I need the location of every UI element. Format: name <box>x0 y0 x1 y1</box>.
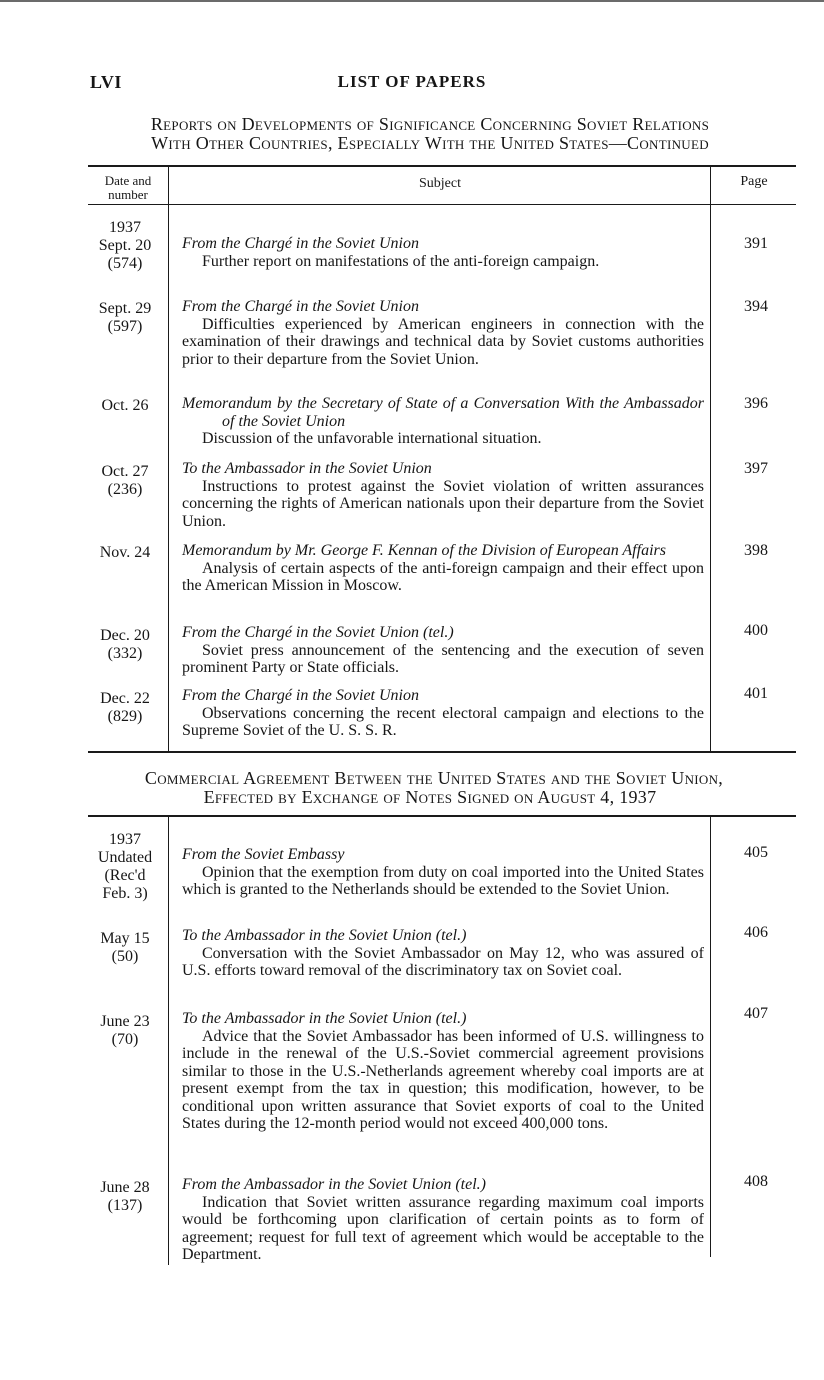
entry-title: To the Ambassador in the Soviet Union (tel.) <box>182 1010 467 1027</box>
entry-page: 405 <box>744 844 768 861</box>
entry-date: May 15 <box>100 930 150 947</box>
entry-description: Discussion of the unfavorable international situation. <box>202 430 542 447</box>
entry-description: Conversation with the Soviet Ambassador on May 12, who was assured of U.S. efforts toward removal of the discriminatory tax on Soviet coal. <box>182 944 704 979</box>
section2-year: 1937 <box>109 831 141 848</box>
entry-description: Soviet press announcement of the sentencing and the execution of seven prominent Party or State officials. <box>182 641 704 676</box>
section2-heading-line2: Effected by Exchange of Notes Signed on August 4, 1937 <box>203 787 657 807</box>
entry-number: (829) <box>107 708 143 725</box>
entry-subject <box>182 1010 704 1133</box>
entry-date: Dec. 22 <box>100 690 150 707</box>
column-header-date-line1: Date and <box>104 173 152 188</box>
entry-date: June 28 <box>100 1179 150 1196</box>
entry-title: From the Chargé in the Soviet Union (tel.) <box>182 624 454 641</box>
entry-number: (597) <box>107 318 143 335</box>
table1-page-divider <box>710 165 711 752</box>
entry-title: From the Ambassador in the Soviet Union (tel.) <box>182 1176 486 1193</box>
entry-subject <box>182 235 704 270</box>
entry-page: 400 <box>744 622 768 639</box>
entry-page: 397 <box>744 460 768 477</box>
table2-date-divider <box>168 815 169 1265</box>
entry-page: 408 <box>744 1173 768 1190</box>
table1-header-rule <box>88 204 796 205</box>
column-header-subject: Subject <box>419 176 461 191</box>
entry-subject <box>182 927 704 980</box>
top-rule <box>0 0 824 2</box>
entry-received-date: Feb. 3) <box>102 885 148 902</box>
entry-page: 406 <box>744 924 768 941</box>
entry-title: To the Ambassador in the Soviet Union (tel.) <box>182 927 467 944</box>
entry-page: 391 <box>744 235 768 252</box>
section2-heading-line1: Commercial Agreement Between the United States and the Soviet Union, <box>144 768 724 788</box>
section1-heading-line2: With Other Countries, Especially With the United States—Continued <box>151 133 709 153</box>
table1-bottom-rule <box>88 751 796 753</box>
running-title: LIST OF PAPERS <box>337 72 487 91</box>
entry-subject <box>182 460 704 530</box>
entry-number: (70) <box>111 1031 139 1048</box>
entry-number: (574) <box>107 255 143 272</box>
entry-date: June 23 <box>100 1013 150 1030</box>
entry-title: From the Chargé in the Soviet Union <box>182 235 419 252</box>
entry-subject <box>182 1176 704 1264</box>
column-header-date-line2: number <box>108 187 148 202</box>
entry-title: To the Ambassador in the Soviet Union <box>182 460 432 477</box>
entry-subject <box>182 298 704 368</box>
entry-number: (50) <box>111 948 139 965</box>
entry-date: Oct. 27 <box>101 463 149 480</box>
entry-description: Analysis of certain aspects of the anti-foreign campaign and their effect upon the American Mission in Moscow. <box>182 559 704 594</box>
entry-date: Nov. 24 <box>99 544 151 561</box>
column-header-date <box>88 174 168 202</box>
entry-number: (236) <box>107 481 143 498</box>
entry-description: Instructions to protest against the Soviet violation of written assurances concerning the rights of American nationals upon their departure from the Soviet Union. <box>182 477 704 530</box>
entry-page: 401 <box>744 685 768 702</box>
column-header-page: Page <box>740 174 768 189</box>
entry-date: Sept. 29 <box>98 300 152 317</box>
entry-description: Indication that Soviet written assurance regarding maximum coal imports would be forthcoming upon clarification of certain points as to form of agreement; request for full text of agreement which would be acceptable to the Department. <box>182 1193 704 1263</box>
table2-page-divider <box>710 815 711 1257</box>
table2-top-rule <box>88 815 796 817</box>
entry-date: Sept. 20 <box>98 237 152 254</box>
entry-title: From the Soviet Embassy <box>182 846 345 863</box>
section1-heading-line1: Reports on Developments of Significance Concerning Soviet Relations <box>150 114 710 134</box>
entry-title: From the Chargé in the Soviet Union <box>182 687 419 704</box>
entry-description: Further report on manifestations of the anti-foreign campaign. <box>202 252 600 270</box>
entry-title: Memorandum by the Secretary of State of a Conversation With the Ambassador of the Soviet Union <box>182 395 704 430</box>
entry-subject <box>182 542 704 595</box>
entry-title: From the Chargé in the Soviet Union <box>182 298 419 315</box>
entry-number: (332) <box>107 645 143 662</box>
entry-page: 398 <box>744 542 768 559</box>
entry-page: 407 <box>744 1005 768 1022</box>
entry-number: (Rec'd <box>104 867 146 884</box>
entry-subject <box>182 395 704 448</box>
entry-subject <box>182 624 704 677</box>
entry-subject <box>182 846 704 899</box>
table1-top-rule <box>88 165 796 167</box>
entry-date: Oct. 26 <box>101 397 149 414</box>
entry-number: (137) <box>107 1197 143 1214</box>
page-number: LVI <box>90 72 122 92</box>
entry-page: 394 <box>744 298 768 315</box>
entry-subject <box>182 687 704 740</box>
entry-description: Advice that the Soviet Ambassador has been informed of U.S. willingness to include in the renewal of the U.S.-Soviet commercial agreement provisions similar to those in the U.S.-Netherlands agreement whereby coal imports are at present exempt from the tax in question; this modification, however, to be conditional upon written assurance that Soviet exports of coal to the United States during the 12-month period would not exceed 400,000 tons. <box>182 1027 704 1132</box>
entry-description: Opinion that the exemption from duty on coal imported into the United States which is granted to the Netherlands should be extended to the Soviet Union. <box>182 863 704 898</box>
entry-page: 396 <box>744 395 768 412</box>
table1-date-divider <box>168 165 169 752</box>
entry-date: Dec. 20 <box>100 627 150 644</box>
entry-title: Memorandum by Mr. George F. Kennan of the Division of European Affairs <box>182 542 666 559</box>
entry-description: Difficulties experienced by American engineers in connection with the examination of their drawings and technical data by Soviet customs authorities prior to their departure from the Soviet Union. <box>182 315 704 368</box>
entry-description: Observations concerning the recent electoral campaign and elections to the Supreme Soviet of the U. S. S. R. <box>182 704 704 739</box>
section1-year: 1937 <box>109 219 141 236</box>
entry-date: Undated <box>97 849 153 866</box>
